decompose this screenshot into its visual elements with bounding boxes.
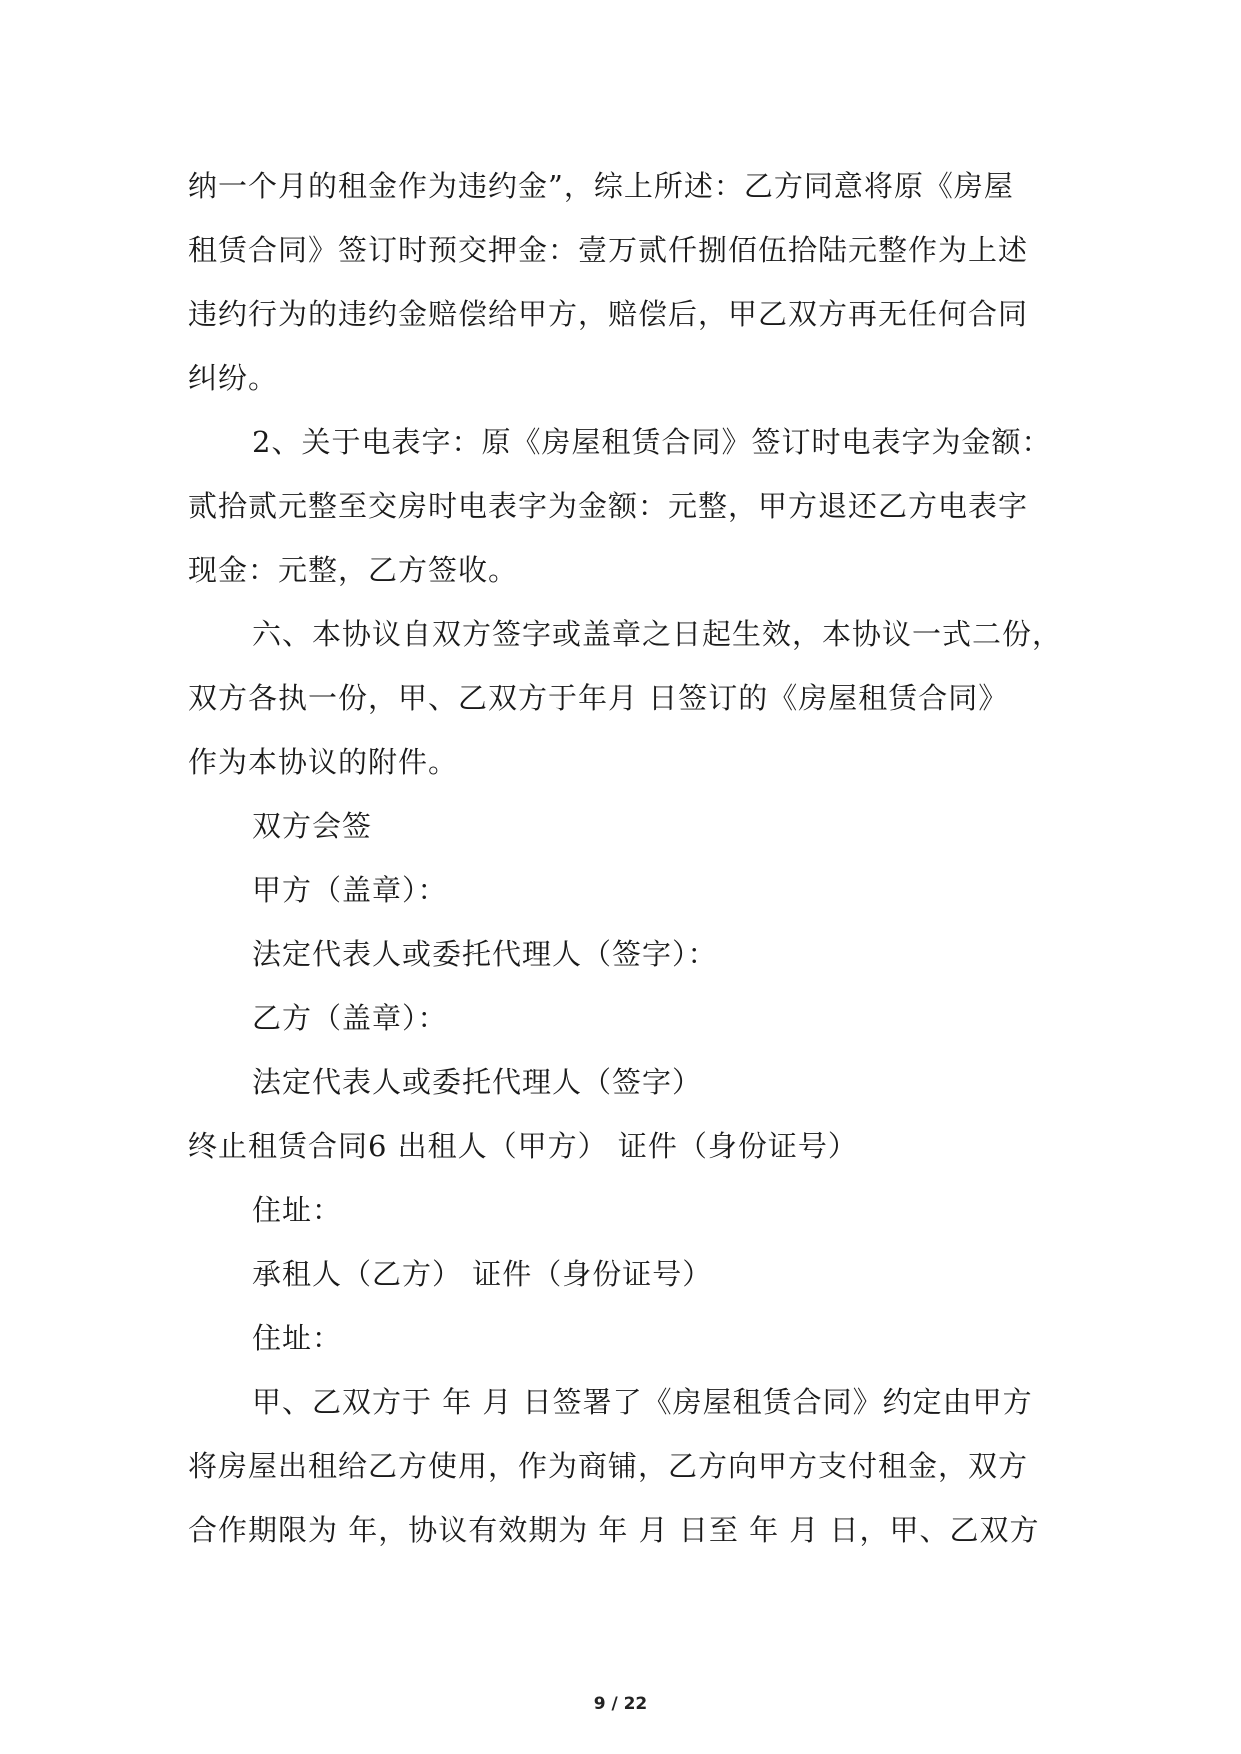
party-a-rep-line: 法定代表人或委托代理人（签字）： bbox=[252, 937, 718, 971]
signature-heading: 双方会签 bbox=[252, 809, 373, 843]
lessee-line: 承租人（乙方） 证件（身份证号） bbox=[252, 1257, 713, 1291]
text-line: 甲、乙双方于 年 月 日签署了《房屋租赁合同》约定由甲方 bbox=[252, 1385, 1033, 1419]
party-a-seal-line: 甲方（盖章）： bbox=[252, 873, 448, 907]
address-line: 住址： bbox=[252, 1321, 343, 1355]
text-line: 2、关于电表字：原《房屋租赁合同》签订时电表字为金额： bbox=[252, 425, 1052, 459]
text-line: 双方各执一份，甲、乙双方于年月 日签订的《房屋租赁合同》 bbox=[188, 681, 1009, 715]
text-line: 违约行为的违约金赔偿给甲方，赔偿后，甲乙双方再无任何合同 bbox=[188, 297, 1029, 331]
address-line: 住址： bbox=[252, 1193, 343, 1227]
text-line: 现金：元整，乙方签收。 bbox=[188, 553, 519, 587]
text-line: 纠纷。 bbox=[188, 361, 279, 395]
party-b-seal-line: 乙方（盖章）： bbox=[252, 1001, 448, 1035]
text-line: 六、本协议自双方签字或盖章之日起生效，本协议一式二份， bbox=[252, 617, 1063, 651]
text-line: 贰拾贰元整至交房时电表字为金额：元整，甲方退还乙方电表字 bbox=[188, 489, 1029, 523]
section-title-line: 终止租赁合同6 出租人（甲方） 证件（身份证号） bbox=[188, 1129, 858, 1163]
text-line: 合作期限为 年，协议有效期为 年 月 日至 年 月 日，甲、乙双方 bbox=[188, 1513, 1040, 1547]
text-line: 租赁合同》签订时预交押金：壹万贰仟捌佰伍拾陆元整作为上述 bbox=[188, 233, 1029, 267]
text-line: 作为本协议的附件。 bbox=[188, 745, 459, 779]
party-b-rep-line: 法定代表人或委托代理人（签字） bbox=[252, 1065, 703, 1099]
text-line: 纳一个月的租金作为违约金”，综上所述：乙方同意将原《房屋 bbox=[188, 169, 1014, 203]
text-line: 将房屋出租给乙方使用，作为商铺，乙方向甲方支付租金，双方 bbox=[188, 1449, 1029, 1483]
page-number: 9 / 22 bbox=[593, 1694, 648, 1714]
